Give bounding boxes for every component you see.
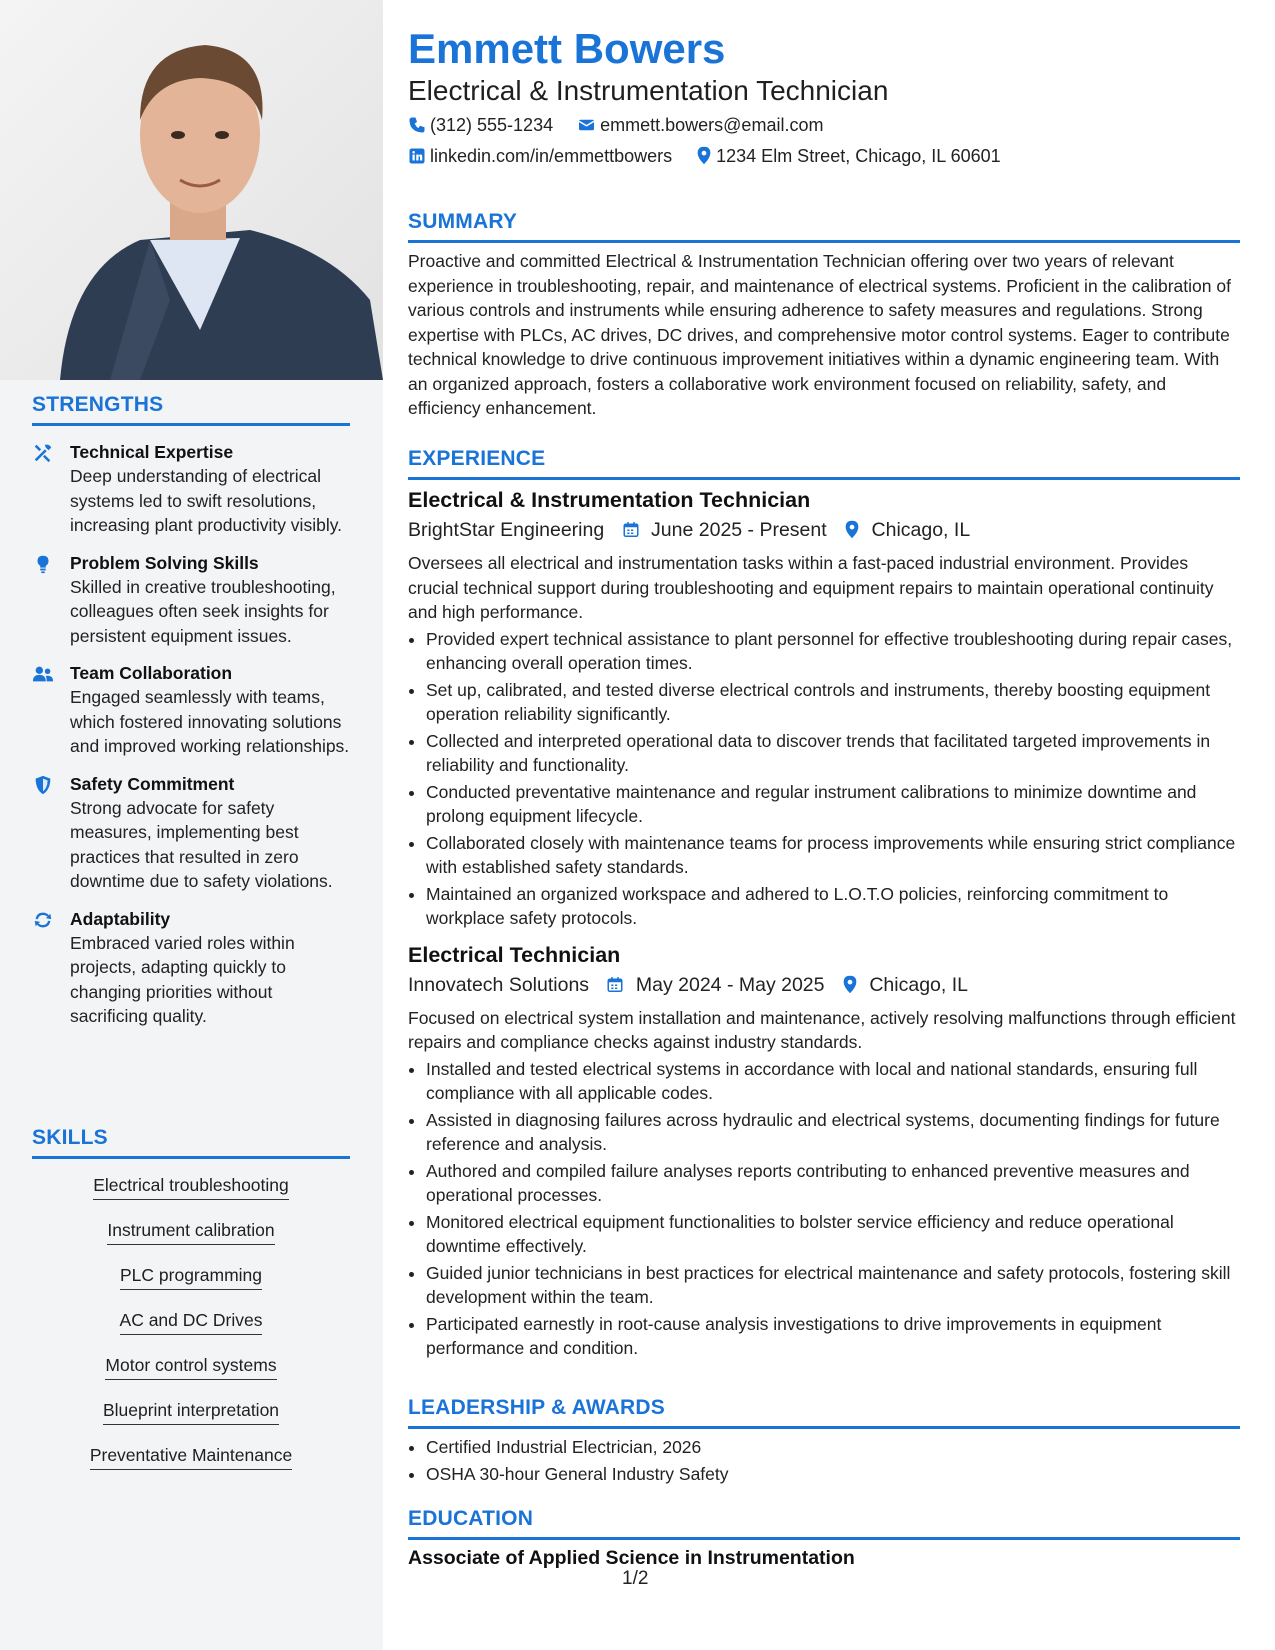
education-rule	[408, 1537, 1240, 1540]
linkedin-contact[interactable]	[408, 146, 677, 166]
skill-item: AC and DC Drives	[120, 1308, 263, 1335]
strength-desc: Deep understanding of electrical systems led to swift resolutions, increasing plant productivity visibly.	[70, 466, 343, 535]
job-bullets	[408, 627, 1240, 931]
calendar-icon	[622, 520, 640, 539]
skill-item: Preventative Maintenance	[90, 1443, 292, 1470]
list-item: • Authored and compiled failure analyses reports contributing to enhanced preventive measures and operational processes.	[426, 1159, 1240, 1208]
job-description: Oversees all electrical and instrumentation tasks within a fast-paced industrial environment. Provides crucial technical support during troubleshooting and equipment repairs to maintain operational continuity and high performance.	[408, 553, 1214, 622]
list-item: • Installed and tested electrical systems in accordance with local and national standards, ensuring full compliance with all applicable codes.	[426, 1057, 1240, 1106]
linkedin-text: linkedin.com/in/emmettbowers	[430, 146, 673, 166]
email-contact[interactable]	[577, 115, 823, 135]
summary-title: SUMMARY	[408, 210, 518, 233]
job-bullets	[408, 1057, 1240, 1361]
strength-item	[32, 661, 350, 759]
list-item: • Collaborated closely with maintenance teams for process improvements while ensuring strict compliance with established safety standards.	[426, 831, 1240, 880]
leadership-list	[408, 1435, 1240, 1486]
skill-item: Instrument calibration	[107, 1218, 274, 1245]
job-description: Focused on electrical system installation and maintenance, actively resolving malfunctions through efficient repairs and compliance checks against industry standards.	[408, 1007, 1236, 1052]
list-item: • Provided expert technical assistance to plant personnel for effective troubleshooting during repair cases, enhancing overall operation times.	[426, 627, 1240, 676]
list-item: • Collected and interpreted operational data to discover trends that facilitated targeted improvements in reliability and functionality.	[426, 729, 1240, 778]
sync-icon	[32, 909, 54, 931]
leadership-rule	[408, 1426, 1240, 1429]
page-number: 1/2	[622, 1568, 649, 1589]
skill-item: Electrical troubleshooting	[93, 1173, 289, 1200]
education-section	[408, 1507, 1240, 1570]
linkedin-icon	[408, 147, 426, 165]
list-item: • Guided junior technicians in best practices for electrical maintenance and safety protocols, fostering skill development within the team.	[426, 1261, 1240, 1310]
skill-item: Blueprint interpretation	[103, 1398, 279, 1425]
phone-icon	[408, 116, 426, 134]
strengths-section	[32, 393, 350, 1029]
phone-contact[interactable]	[408, 115, 558, 135]
strength-item	[32, 440, 350, 538]
list-item: • Monitored electrical equipment functionalities to bolster service efficiency and reduce operational downtime effectively.	[426, 1210, 1240, 1259]
strength-desc: Strong advocate for safety measures, implementing best practices that resulted in zero downtime due to safety violations.	[70, 797, 333, 891]
experience-title: EXPERIENCE	[408, 447, 546, 470]
job-location: Chicago, IL	[869, 973, 968, 996]
summary-rule	[408, 240, 1240, 243]
strength-title: Team Collaboration	[70, 663, 233, 683]
contact-row-2	[408, 144, 1001, 168]
list-item: • Maintained an organized workspace and adhered to L.O.T.O policies, reinforcing commitment to workplace safety protocols.	[426, 882, 1240, 931]
candidate-role: Electrical & Instrumentation Technician	[408, 75, 889, 106]
skill-item: Motor control systems	[105, 1353, 276, 1380]
experience-rule	[408, 477, 1240, 480]
contact-row-1	[408, 113, 823, 137]
skill-item: PLC programming	[120, 1263, 262, 1290]
strength-item	[32, 551, 350, 649]
tools-icon	[32, 442, 54, 464]
leadership-title: LEADERSHIP & AWARDS	[408, 1396, 665, 1419]
company-name: Innovatech Solutions	[408, 973, 590, 996]
email-text: emmett.bowers@email.com	[600, 115, 824, 135]
strength-title: Adaptability	[70, 908, 171, 929]
strength-title: Technical Expertise	[70, 442, 234, 462]
degree-title: Associate of Applied Science in Instrumentation	[408, 1547, 855, 1569]
company-name: BrightStar Engineering	[408, 519, 605, 541]
leadership-section	[408, 1396, 1240, 1488]
experience-section	[408, 447, 1240, 1363]
job-entry	[408, 486, 1240, 931]
education-title: EDUCATION	[408, 1507, 534, 1530]
users-icon	[32, 663, 54, 685]
address-text: 1234 Elm Street, Chicago, IL 60601	[716, 146, 1001, 166]
list-item: • Set up, calibrated, and tested diverse electrical controls and instruments, thereby boosting equipment operation reliability significantly.	[426, 678, 1240, 727]
skills-rule	[32, 1156, 350, 1159]
strength-desc: Skilled in creative troubleshooting, colleagues often seek insights for persistent equipment issues.	[70, 576, 336, 646]
job-location: Chicago, IL	[871, 519, 971, 541]
summary-text: Proactive and committed Electrical & Instrumentation Technician offering over two years of relevant experience in troubleshooting, repair, and maintenance of electrical systems. Proficient in the calibration of various controls and instruments while ensuring adherence to safety measures and regulations. Strong expertise with PLCs, AC drives, DC drives, and comprehensive motor control systems. Eager to contribute technical knowledge to drive continuous improvement initiatives within a dynamic engineering team. With an organized approach, fosters a collaborative work environment focused on reliability, safety, and efficiency enhancement.	[408, 251, 1231, 418]
candidate-name: Emmett Bowers	[408, 25, 726, 72]
list-item: • Participated earnestly in root-cause analysis investigations to drive improvements in equipment performance and condition.	[426, 1312, 1240, 1361]
job-meta	[408, 972, 1240, 998]
strength-item	[32, 772, 350, 894]
shield-icon	[32, 774, 54, 796]
address-contact	[696, 146, 1001, 166]
list-item: • Assisted in diagnosing failures across hydraulic and electrical systems, documenting findings for future reference and analysis.	[426, 1108, 1240, 1157]
strengths-rule	[32, 423, 350, 426]
strength-desc: Engaged seamlessly with teams, which fostered innovating solutions and improved working relationships.	[70, 687, 350, 756]
phone-text: (312) 555-1234	[430, 115, 554, 135]
strength-desc: Embraced varied roles within projects, adapting quickly to changing priorities without sacrificing quality.	[70, 932, 295, 1026]
job-entry	[408, 941, 1240, 1361]
calendar-icon	[606, 975, 624, 994]
job-dates: May 2024 - May 2025	[635, 973, 825, 996]
job-title: Electrical & Instrumentation Technician	[408, 488, 811, 512]
strength-title: Problem Solving Skills	[70, 552, 259, 573]
strength-item	[32, 907, 350, 1029]
job-title: Electrical Technician	[408, 942, 621, 967]
skills-section	[32, 1126, 350, 1488]
list-item: • OSHA 30-hour General Industry Safety	[426, 1462, 1240, 1487]
job-meta	[408, 517, 1240, 543]
job-dates: June 2025 - Present	[651, 519, 827, 541]
list-item: • Conducted preventative maintenance and regular instrument calibrations to minimize downtime and prolong equipment lifecycle.	[426, 780, 1240, 829]
summary-section	[408, 210, 1240, 421]
email-icon	[577, 116, 596, 134]
location-pin-icon	[696, 146, 712, 165]
strength-title: Safety Commitment	[70, 773, 235, 794]
location-pin-icon	[844, 520, 860, 539]
skills-list	[32, 1173, 350, 1488]
skills-title: SKILLS	[32, 1126, 108, 1149]
lightbulb-icon	[32, 553, 54, 575]
profile-photo	[0, 0, 383, 380]
strengths-list	[32, 440, 350, 1029]
location-pin-icon	[842, 975, 858, 994]
strengths-title: STRENGTHS	[32, 393, 164, 416]
list-item: • Certified Industrial Electrician, 2026	[426, 1435, 1240, 1460]
